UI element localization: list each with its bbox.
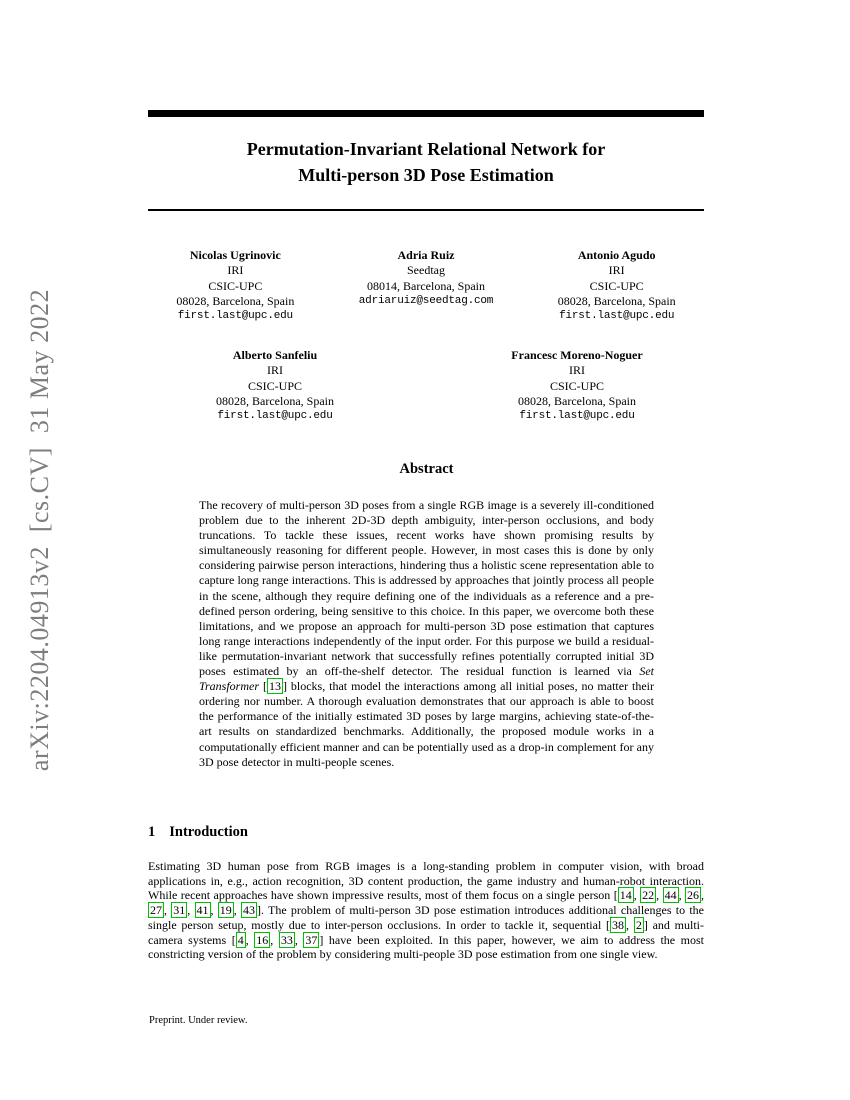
citation-link[interactable]: 22 [642,888,655,903]
citation-link[interactable]: 33 [280,932,293,947]
author-email: first.last@upc.edu [177,310,293,323]
section-title: Introduction [169,824,248,840]
author-block-3 [521,248,712,324]
authors-row-2 [148,348,704,424]
author-affiliation: IRI [227,263,244,278]
author-email: first.last@upc.edu [217,410,333,423]
section-heading-introduction [148,824,248,841]
author-block-4 [160,348,390,424]
author-address: 08028, Barcelona, Spain [557,293,676,308]
emphasized-text: Set Transformer [199,664,654,694]
citation-link[interactable]: 2 [635,917,642,932]
author-name: Nicolas Ugrinovic [189,248,281,262]
citation-link[interactable]: 44 [664,888,677,903]
abstract-text: The recovery of multi-person 3D poses from a single RGB image is a severely ill-conditioned problem due to the inherent 2D-3D depth ambiguity, inter-person occlusions, and body truncations. To tackle these issues, recent works have shown promising results by simultaneously reasoning for different people. However, in most cases this is done by only considering pairwise person interactions, hindering thus a holistic scene representation able to capture long range interactions. This is addressed by approaches that jointly process all people in the scene, although they require defining one of the individuals as a reference and a pre-defined person ordering, being sensitive to this choice. In this paper, we overcome both these limitations, and we propose an approach for multi-person 3D pose estimation that captures long range interactions independently of the input order. For this purpose we build a residual-like permutation-invariant network that successfully refines potentially corrupted initial 3D poses estimated by an off-the-shelf detector. The residual function is learned via Set Transformer [ 13 ] blocks, that model the interactions among all initial poses, no matter their ordering nor number. A thorough evaluation demonstrates that our approach is able to boost the performance of the initially estimated 3D poses by large margins, achieving state-of-the-art results on standardized benchmarks. Additionally, the proposed module works in a computationally efficient manner and can be potentially used as a drop-in complement for any 3D pose detector in multi-people scenes. [199,498,655,769]
authors-row-1 [140,248,712,324]
author-affiliation: IRI [267,363,283,378]
author-name: Antonio Agudo [577,248,656,262]
paper-title-line1: Permutation-Invariant Relational Network for [246,139,606,159]
author-address: 08014, Barcelona, Spain [367,278,485,293]
citation-link[interactable]: 16 [256,932,269,947]
author-affiliation: Seedtag [407,263,445,278]
paper-title-line2: Multi-person 3D Pose Estimation [298,165,554,185]
citation-link[interactable]: 14 [619,888,632,903]
author-block-1 [140,248,331,324]
citation-link[interactable]: 13 [268,679,281,694]
author-block-2 [331,248,522,324]
arxiv-watermark: arXiv:2204.04913v2 [cs.CV] 31 May 2022 [25,288,54,772]
author-address: 08028, Barcelona, Spain [518,393,636,408]
citation-link[interactable]: 31 [173,903,186,918]
author-affiliation: CSIC-UPC [589,278,644,293]
author-email: first.last@upc.edu [519,410,635,423]
author-affiliation: CSIC-UPC [208,278,263,293]
citation-link[interactable]: 27 [150,903,162,918]
author-email: first.last@upc.edu [559,310,675,323]
author-affiliation: IRI [569,363,585,378]
author-name: Alberto Sanfeliu [232,348,318,362]
author-block-5 [462,348,692,424]
author-address: 08028, Barcelona, Spain [176,293,295,308]
top-rule-bar [148,110,704,117]
author-affiliation: IRI [608,263,625,278]
preprint-footer-note: Preprint. Under review. [149,1015,248,1026]
author-name: Adria Ruiz [397,248,455,262]
citation-link[interactable]: 26 [687,888,700,903]
citation-link[interactable]: 43 [243,903,255,918]
abstract-heading: Abstract [399,461,454,477]
paper-title [118,136,734,188]
author-affiliation: CSIC-UPC [549,378,605,393]
author-name: Francesc Moreno-Noguer [511,348,643,362]
citation-link[interactable]: 41 [196,903,209,918]
citation-link[interactable]: 19 [219,903,232,918]
author-affiliation: CSIC-UPC [247,378,303,393]
citation-link[interactable]: 37 [305,932,318,947]
introduction-text: Estimating 3D human pose from RGB images is a long-standing problem in computer vision, with broad applications in, e.g., action recognition, 3D content production, the game industry and human-robot interaction. While recent approaches have shown impressive results, most of them focus on a single person [ 14 , 22 , 44 , 26 , 27 , 31 , 41 , 19 , 43 ]. The problem of multi-person 3D pose estimation introduces additional challenges to the single person setup, mostly due to inter-person occlusions. In order to tackle it, sequential [ 38 , 2 ] and multi-camera systems [ 4 , 16 , 33 , 37 ] have been exploited. In this paper, however, we aim to address the most constricting version of the problem by considering multi-people 3D pose estimation from one single view. [148,859,705,962]
author-email: adriaruiz@seedtag.com [358,294,494,307]
citation-link[interactable]: 38 [612,917,625,932]
citation-link[interactable]: 4 [237,932,244,947]
title-divider-rule [148,209,704,211]
section-number: 1 [148,824,156,840]
author-address: 08028, Barcelona, Spain [216,393,334,408]
